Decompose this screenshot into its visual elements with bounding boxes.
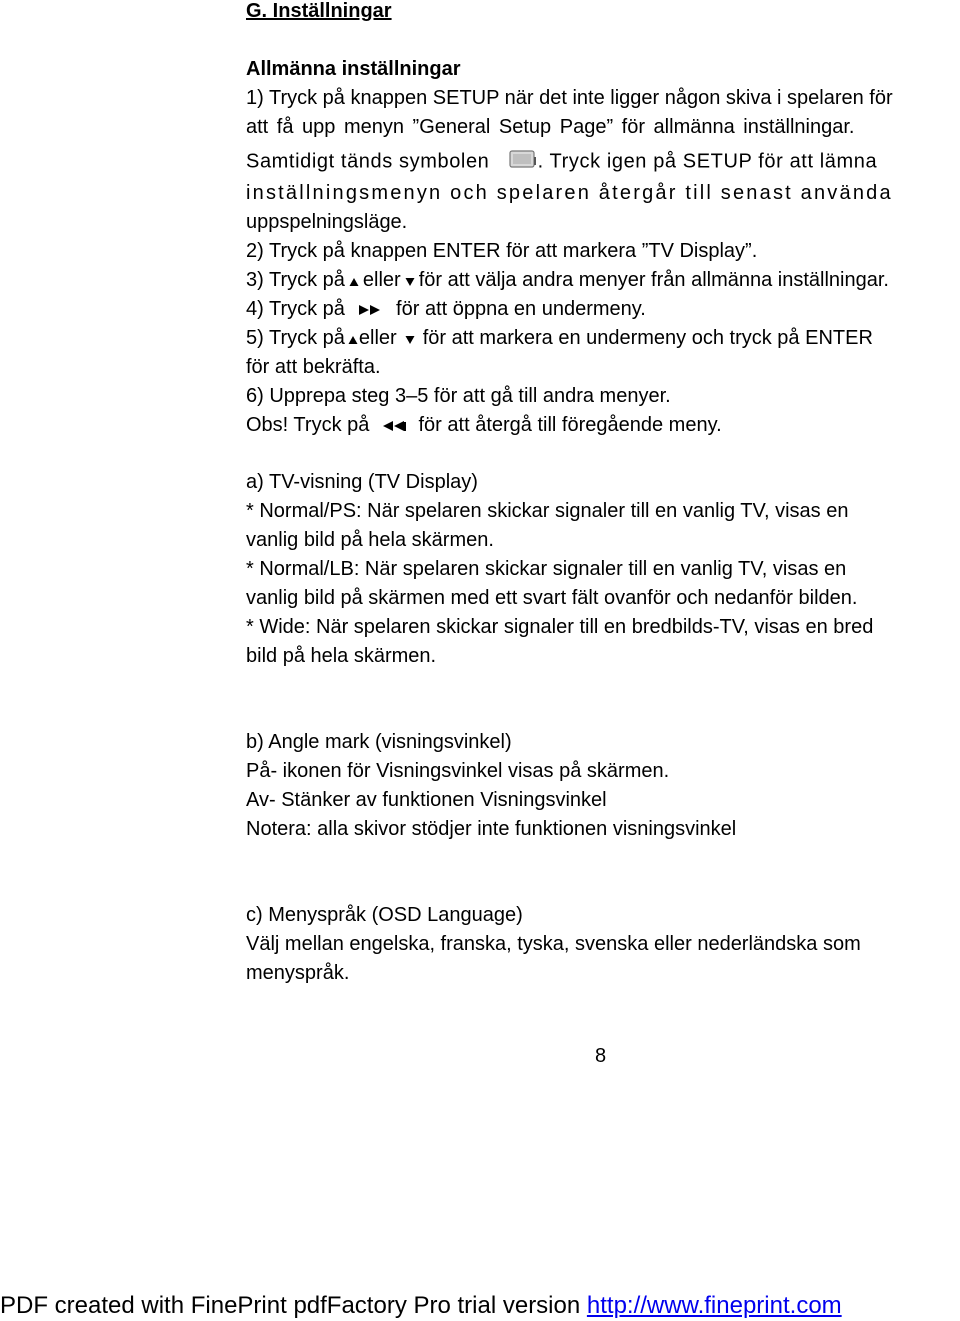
rewind-icon <box>381 414 407 438</box>
general-line-7b: eller <box>362 269 401 291</box>
tv-line-7: bild på hela skärmen. <box>246 645 437 667</box>
footer-link[interactable]: http://www.fineprint.com <box>586 1292 842 1319</box>
general-line-8a: 4) Tryck på <box>246 298 345 320</box>
general-line-9b: eller <box>358 327 397 349</box>
footer-text: PDF created with FinePrint pdfFactory Pro trial version <box>0 1292 581 1319</box>
angle-line-2: På- ikonen för Visningsvinkel visas på skärmen. <box>246 760 670 782</box>
angle-line-4: Notera: alla skivor stödjer inte funktionen visningsvinkel <box>246 818 737 840</box>
down-arrow-icon <box>405 327 415 351</box>
general-line-4: inställningsmenyn och spelaren återgår till senast använda <box>246 182 893 204</box>
pdf-footer <box>0 1292 842 1320</box>
general-line-3 <box>246 147 877 177</box>
general-line-9c: för att markera en undermeny och tryck på ENTER <box>422 327 873 349</box>
general-line-9a: 5) Tryck på <box>246 327 345 349</box>
general-line-7c: för att välja andra menyer från allmänna inställningar. <box>418 269 889 291</box>
setup-symbol-icon <box>508 147 538 177</box>
general-line-3b: . Tryck igen på SETUP för att lämna <box>537 150 878 173</box>
general-line-9 <box>246 326 873 351</box>
page-number: 8 <box>595 1045 607 1067</box>
general-line-10: för att bekräfta. <box>246 356 381 378</box>
tv-line-1: a) TV-visning (TV Display) <box>246 471 478 493</box>
general-line-8 <box>246 297 646 322</box>
general-line-8b: för att öppna en undermeny. <box>396 298 646 320</box>
general-line-12a: Obs! Tryck på <box>246 414 370 436</box>
tv-line-2: * Normal/PS: När spelaren skickar signaler till en vanlig TV, visas en <box>246 500 849 522</box>
general-line-2: att få upp menyn ”General Setup Page” för allmänna inställningar. <box>246 116 855 138</box>
down-arrow-icon <box>405 269 415 293</box>
osd-line-3: menyspråk. <box>246 962 350 984</box>
angle-line-3: Av- Stänker av funktionen Visningsvinkel <box>246 789 607 811</box>
general-line-6: 2) Tryck på knappen ENTER för att markera ”TV Display”. <box>246 240 758 262</box>
general-line-5: uppspelningsläge. <box>246 211 408 233</box>
up-arrow-icon <box>348 327 358 351</box>
tv-line-3: vanlig bild på hela skärmen. <box>246 529 494 551</box>
fast-forward-icon <box>358 298 382 322</box>
general-line-11: 6) Upprepa steg 3–5 för att gå till andra menyer. <box>246 385 671 407</box>
general-line-1: 1) Tryck på knappen SETUP när det inte ligger någon skiva i spelaren för <box>246 87 893 109</box>
general-line-3a: Samtidigt tänds symbolen <box>246 150 490 173</box>
tv-line-4: * Normal/LB: När spelaren skickar signaler till en vanlig TV, visas en <box>246 558 847 580</box>
general-line-7 <box>246 268 889 293</box>
osd-line-1: c) Menyspråk (OSD Language) <box>246 904 523 926</box>
page-heading: G. Inställningar <box>246 0 392 22</box>
section-title-general: Allmänna inställningar <box>246 58 461 80</box>
general-line-7a: 3) Tryck på <box>246 269 345 291</box>
general-line-12b: för att återgå till föregående meny. <box>418 414 722 436</box>
up-arrow-icon <box>349 269 359 293</box>
angle-line-1: b) Angle mark (visningsvinkel) <box>246 731 512 753</box>
tv-line-6: * Wide: När spelaren skickar signaler till en bredbilds-TV, visas en bred <box>246 616 874 638</box>
osd-line-2: Välj mellan engelska, franska, tyska, svenska eller nederländska som <box>246 933 861 955</box>
tv-line-5: vanlig bild på skärmen med ett svart fält ovanför och nedanför bilden. <box>246 587 858 609</box>
general-line-12 <box>246 413 722 438</box>
